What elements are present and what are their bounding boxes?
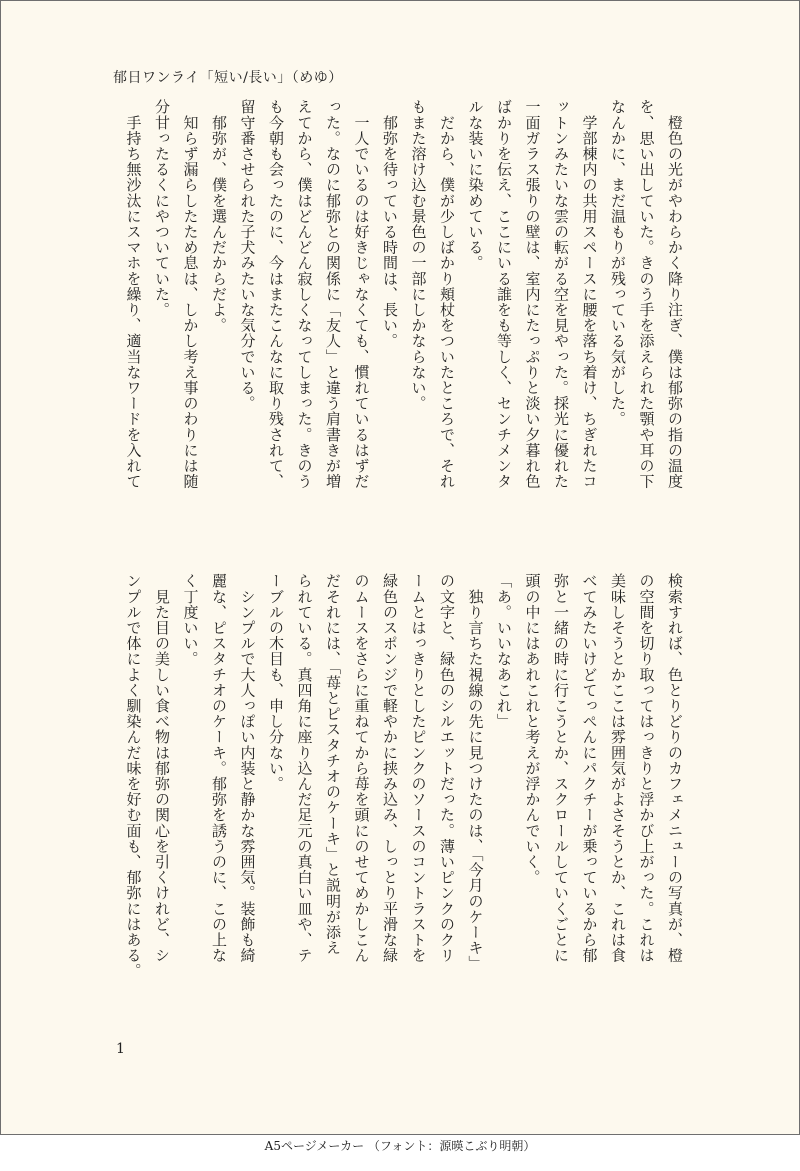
text-line: ームとはっきりとしたピンクのソースのコントラストを — [409, 573, 428, 963]
text-line: く丁度いい。 — [181, 573, 200, 667]
text-block-bottom — [114, 573, 689, 1018]
text-line: なんかに、まだ温もりが残っている気がした。 — [609, 99, 627, 427]
text-line: べてみたいけどてっぺんにパクチーが乗っているから郁 — [580, 573, 599, 963]
text-line: 留守番させられた子犬みたいな気分でいる。 — [238, 99, 257, 411]
text-line: 郁弥が、僕を選んだからだよ。 — [210, 99, 228, 333]
text-line: を、思い出していた。きのう手を添えられた顎や耳の下 — [637, 99, 656, 489]
text-line: 独り言ちた視線の先に見つけたのは、「今月のケーキ」 — [466, 573, 485, 972]
text-line: ルな装いに染めている。 — [466, 99, 485, 271]
text-line: られている。真四角に座り込んだ足元の真白い皿や、テ — [295, 573, 314, 963]
text-line: ばかりを伝え、ここにいる誰をも等しく、センチメンタ — [495, 99, 513, 489]
text-line: もまた溶け込む景色の一部にしかならない。 — [409, 99, 428, 411]
text-line: 「あ。いいなあこれ」 — [495, 573, 513, 729]
text-line: ーブルの木目も、申し分ない。 — [267, 573, 285, 792]
text-line: 一面ガラス張りの壁は、室内にたっぷりと淡い夕暮れ色 — [523, 99, 542, 489]
text-line: のムースをさらに重ねてから苺を頭にのせてめかしこん — [352, 573, 371, 963]
text-line: シンプルで大人っぽい内装と静かな雰囲気。装飾も綺 — [238, 573, 257, 963]
text-line: 橙色の光がやわらかく降り注ぎ、僕は郁弥の指の温度 — [666, 99, 684, 489]
text-line: 知らず漏らしたため息は、しかし考え事のわりには随 — [181, 99, 200, 489]
text-line: ンプルで体によく馴染んだ味を好む面も、郁弥にはある。 — [124, 573, 143, 979]
text-line: 美味しそうとかここは雰囲気がよさそうとか、これは食 — [609, 573, 627, 963]
text-line: 学部棟内の共用スペースに腰を落ち着け、ちぎれたコ — [580, 99, 599, 489]
text-line: ットンみたいな雲の転がる空を見やった。採光に優れた — [552, 99, 570, 489]
text-line: った。なのに郁弥との関係に「友人」と違う肩書きが増 — [324, 99, 342, 489]
text-line: 弥と一緒の時に行こうとか、スクロールしていくごとに — [552, 573, 570, 963]
text-line: だから、僕が少しばかり頬杖をついたところで、それ — [438, 99, 456, 489]
text-line: 見た目の美しい食べ物は郁弥の関心を引くけれど、シ — [153, 573, 171, 963]
text-line: 検索すれば、色とりどりのカフェメニューの写真が、橙 — [666, 573, 684, 963]
page-header: 郁日ワンライ「短い/長い」（めゆ） — [113, 70, 343, 86]
text-line: の文字と、緑色のシルエットだった。薄いピンクのクリ — [438, 573, 456, 963]
page-number: 1 — [116, 1041, 125, 1057]
text-line: 郁弥を待っている時間は、長い。 — [381, 99, 399, 349]
text-line: の空間を切り取ってはっきりと浮かび上がった。これは — [637, 573, 656, 963]
text-line: 分甘ったるくにやついていた。 — [153, 99, 171, 318]
text-line: 手持ち無沙汰にスマホを繰り、適当なワードを入れて — [124, 99, 143, 489]
text-line: えてから、僕はどんどん寂しくなってしまった。きのう — [295, 99, 314, 489]
footer-caption: A5ページメーカー （フォント：源暎こぶり明朝） — [264, 1139, 536, 1153]
text-block-top — [114, 99, 689, 555]
text-line: 麗な、ピスタチオのケーキ。郁弥を誘うのに、この上な — [210, 573, 228, 963]
text-line: 一人でいるのは好きじゃなくても、慣れているはずだ — [352, 99, 371, 489]
text-line: 頭の中にはあれこれと考えが浮かんでいく。 — [523, 573, 542, 885]
text-line: 緑色のスポンジで軽やかに挟み込み、しっとり平滑な緑 — [381, 573, 399, 963]
text-line: も今朝も会ったのに、今はまたこんなに取り残されて、 — [267, 99, 285, 489]
text-line: だそれには、「苺とピスタチオのケーキ」と説明が添え — [324, 573, 342, 956]
